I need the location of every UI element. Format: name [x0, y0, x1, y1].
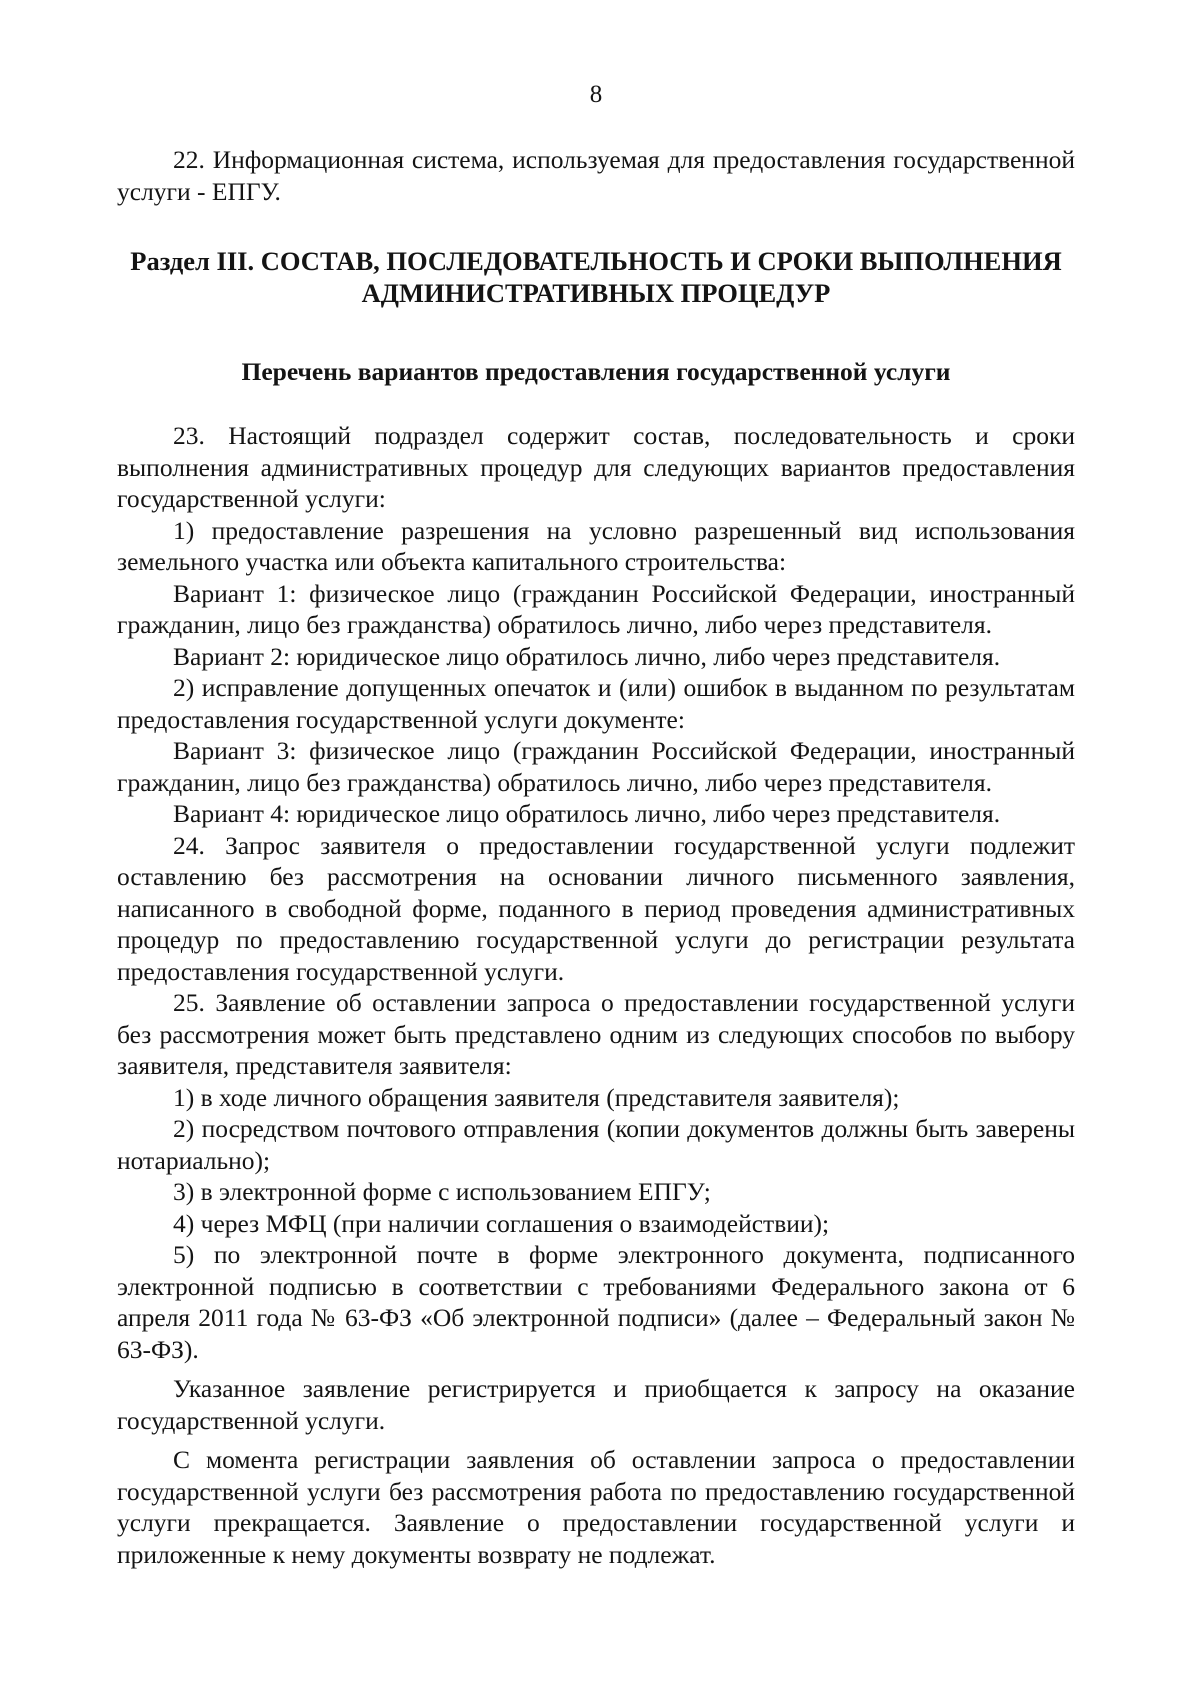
section-heading-line-1: Раздел III. СОСТАВ, ПОСЛЕДОВАТЕЛЬНОСТЬ И СРОКИ ВЫПОЛНЕНИЯ: [130, 246, 1062, 276]
list-item-2: 2) исправление допущенных опечаток и (или) ошибок в выданном по результатам предоставления государственной услуги документе:: [117, 673, 1075, 734]
list-item-1: 1) предоставление разрешения на условно разрешенный вид использования земельного участка или объекта капитального строительства:: [117, 515, 1075, 576]
variant-3: Вариант 3: физическое лицо (гражданин Российской Федерации, иностранный гражданин, лицо без гражданства) обратилось лично, либо через представителя.: [117, 736, 1075, 797]
section-heading: [117, 245, 1075, 309]
paragraph-item-25: 25. Заявление об оставлении запроса о предоставлении государственной услуги без рассмотрения может быть представлено одним из следующих способов по выбору заявителя, представителя заявителя:: [117, 988, 1075, 1080]
method-4: 4) через МФЦ (при наличии соглашения о взаимодействии);: [173, 1208, 830, 1238]
paragraph-registration: Указанное заявление регистрируется и приобщается к запросу на оказание государственной услуги.: [117, 1374, 1075, 1435]
section-heading-line-2: АДМИНИСТРАТИВНЫХ ПРОЦЕДУР: [361, 278, 831, 308]
paragraph-item-23: 23. Настоящий подраздел содержит состав, последовательность и сроки выполнения административных процедур для следующих вариантов предоставления государственной услуги:: [117, 421, 1075, 513]
variant-4: Вариант 4: юридическое лицо обратилось лично, либо через представителя.: [173, 799, 1001, 828]
paragraph-item-24: 24. Запрос заявителя о предоставлении государственной услуги подлежит оставлению без рассмотрения на основании личного письменного заявления, написанного в свободной форме, поданного в период проведения административных процедур по предоставлению государственной услуги до регистрации результата предоставления государственной услуги.: [117, 830, 1075, 986]
sub-heading: Перечень вариантов предоставления государственной услуги: [241, 357, 951, 386]
variant-2: Вариант 2: юридическое лицо обратилось лично, либо через представителя.: [173, 641, 1001, 671]
method-2: 2) посредством почтового отправления (копии документов должны быть заверены нотариально);: [117, 1114, 1075, 1175]
method-5: 5) по электронной почте в форме электронного документа, подписанного электронной подписью в соответствии с требованиями Федерального закона от 6 апреля 2011 года № 63-ФЗ «Об электронной подписи» (далее – Федеральный закон № 63-ФЗ).: [117, 1240, 1075, 1364]
method-3: 3) в электронной форме с использованием ЕПГУ;: [173, 1177, 711, 1206]
variant-1: Вариант 1: физическое лицо (гражданин Российской Федерации, иностранный гражданин, лицо без гражданства) обратилось лично, либо через представителя.: [117, 578, 1075, 639]
paragraph-item-22: 22. Информационная система, используемая для предоставления государственной услуги - ЕПГУ.: [117, 145, 1075, 206]
page-number: 8: [589, 81, 603, 108]
method-1: 1) в ходе личного обращения заявителя (представителя заявителя);: [173, 1082, 900, 1112]
paragraph-termination: С момента регистрации заявления об оставлении запроса о предоставлении государственной услуги без рассмотрения работа по предоставлению государственной услуги прекращается. Заявление о предоставлении государственной услуги и приложенные к нему документы возврату не подлежат.: [117, 1445, 1075, 1569]
